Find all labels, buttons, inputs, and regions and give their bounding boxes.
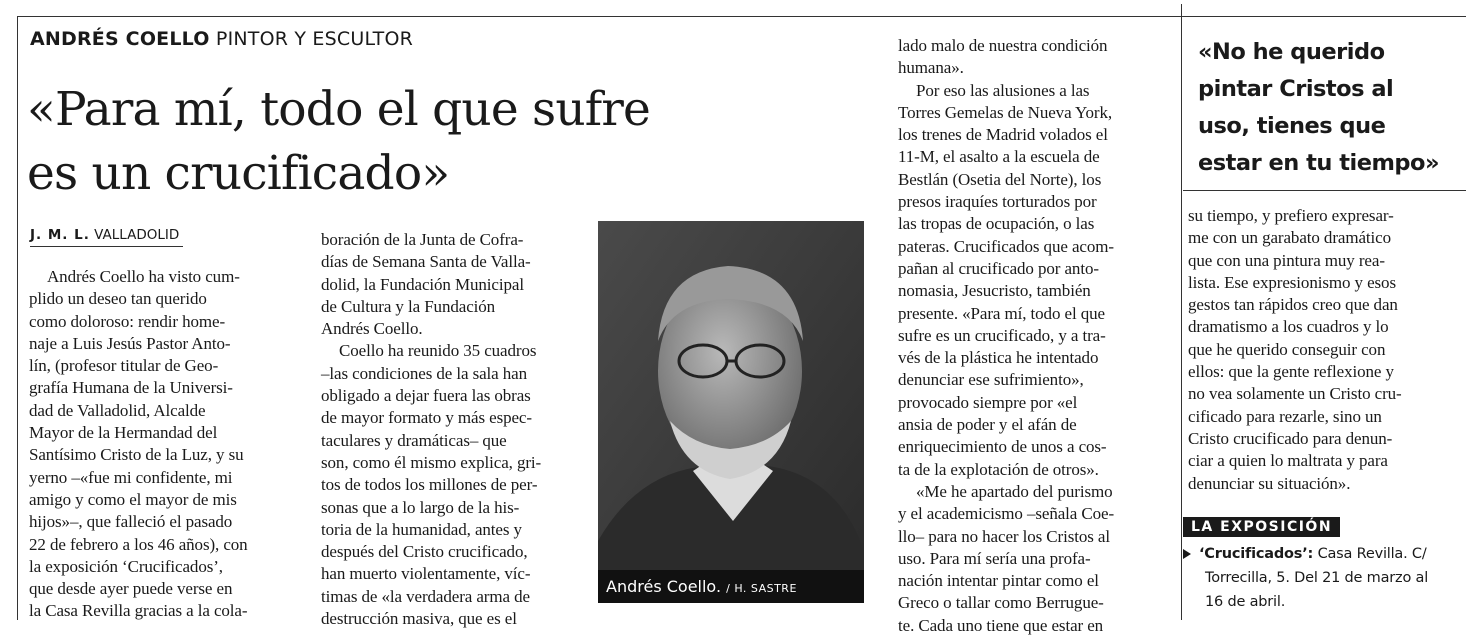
column-1 (29, 266, 248, 623)
text-line: nación intentar pintar como el (898, 571, 1099, 591)
text-line: Bestlán (Osetia del Norte), los (898, 169, 1102, 189)
column-2 (321, 229, 541, 630)
text-line: toria de la humanidad, antes y (321, 519, 522, 539)
portrait-image (598, 221, 864, 603)
column-divider (1181, 4, 1182, 620)
text-line: que con una pintura muy rea- (1188, 250, 1385, 270)
text-line: sufre es un crucificado, y a tra- (898, 325, 1106, 345)
text-line: vés de la plástica he intentado (898, 348, 1099, 368)
pull-quote-line: «No he querido (1198, 39, 1385, 65)
text-line: humana». (898, 58, 964, 78)
caption-credit: / H. SASTRE (726, 582, 797, 595)
text-line: dolid, la Fundación Municipal (321, 274, 524, 294)
text-line: Greco o tallar como Berrugue- (898, 593, 1104, 613)
text-line: nomasia, Jesucristo, también (898, 281, 1091, 301)
triangle-bullet-icon (1183, 549, 1191, 559)
text-line: las tropas de ocupación, o las (898, 214, 1095, 234)
text-line: obligado a dejar fuera las obras (321, 386, 531, 406)
text-line: ellos: que la gente reflexione y (1188, 362, 1394, 382)
text-line: provocado siempre por «el (898, 392, 1078, 412)
exposition-line: Casa Revilla. C/ (1317, 546, 1427, 562)
text-line: pañan al crucificado por anto- (898, 258, 1099, 278)
text-line: dad de Valladolid, Alcalde (29, 400, 206, 420)
column-3 (898, 35, 1114, 637)
byline-rule (30, 246, 183, 247)
text-line: lín, (profesor titular de Geo- (29, 356, 219, 376)
kicker-role: PINTOR Y ESCULTOR (215, 28, 413, 50)
text-line: grafía Humana de la Universi- (29, 378, 233, 398)
exposition-info (1183, 542, 1428, 614)
pull-quote-rule (1183, 190, 1466, 191)
text-line: denunciar su situación». (1188, 473, 1351, 493)
text-line: tos de todos los millones de per- (321, 475, 538, 495)
text-line: Santísimo Cristo de la Luz, y su (29, 445, 244, 465)
text-line: plido un deseo tan querido (29, 289, 207, 309)
column-4 (1188, 205, 1402, 495)
text-line: uso. Para mí sería una profa- (898, 548, 1091, 568)
text-line: días de Semana Santa de Valla- (321, 252, 531, 272)
byline-author: J. M. L. (30, 227, 90, 243)
text-line: de mayor formato y más espec- (321, 408, 532, 428)
text-line: como doloroso: rendir home- (29, 311, 226, 331)
pull-quote-line: pintar Cristos al (1198, 76, 1394, 102)
text-line: amigo y como el mayor de mis (29, 489, 237, 509)
text-line: Cristo crucificado para denun- (1188, 428, 1393, 448)
text-line: denunciar ese sufrimiento», (898, 370, 1084, 390)
text-line: ansia de poder y el afán de (898, 415, 1077, 435)
exposition-title: ‘Crucificados’: (1199, 546, 1314, 562)
text-line: pateras. Crucificados que acom- (898, 236, 1114, 256)
text-line: son, como él mismo explica, gri- (321, 452, 542, 472)
byline (30, 227, 179, 243)
text-line: lado malo de nuestra condición (898, 36, 1108, 55)
photo-caption (598, 570, 864, 603)
text-line: presente. «Para mí, todo el que (898, 303, 1105, 323)
text-line: sonas que a lo largo de la his- (321, 497, 520, 517)
pull-quote (1198, 34, 1439, 182)
text-line: Mayor de la Hermandad del (29, 423, 218, 443)
exposition-label: LA EXPOSICIÓN (1183, 517, 1340, 537)
pull-quote-line: estar en tu tiempo» (1198, 150, 1440, 176)
text-line: ciar a quien lo maltrata y para (1188, 451, 1388, 471)
text-line: que he querido conseguir con (1188, 339, 1386, 359)
text-line: te. Cada uno tiene que estar en (898, 615, 1104, 635)
text-line: me con un garabato dramático (1188, 228, 1392, 248)
kicker (30, 28, 413, 50)
kicker-name: ANDRÉS COELLO (30, 28, 210, 50)
text-line: destrucción masiva, que es el (321, 609, 517, 629)
pull-quote-line: uso, tienes que (1198, 113, 1386, 139)
text-line: taculares y dramáticas– que (321, 430, 507, 450)
headline (27, 78, 877, 206)
text-line: Andrés Coello. (321, 319, 423, 339)
text-line: gestos tan rápidos creo que dan (1188, 295, 1398, 315)
text-line: enriquecimiento de unos a cos- (898, 437, 1107, 457)
text-line: –las condiciones de la sala han (321, 363, 528, 383)
text-line: no vea solamente un Cristo cru- (1188, 384, 1402, 404)
headline-line: «Para mí, todo el que sufre (27, 82, 651, 137)
text-line: «Me he apartado del purismo (916, 481, 1113, 501)
text-line: que desde ayer puede verse en (29, 579, 233, 599)
headline-line: es un crucificado» (27, 146, 450, 201)
text-line: llo– para no hacer los Cristos al (898, 526, 1110, 546)
text-line: dramatismo a los cuadros y lo (1188, 317, 1389, 337)
text-line: los trenes de Madrid volados el (898, 125, 1108, 145)
exposition-line: 16 de abril. (1205, 594, 1286, 610)
text-line: han muerto violentamente, víc- (321, 564, 531, 584)
caption-text: Andrés Coello. (606, 577, 722, 596)
text-line: hijos»–, que falleció el pasado (29, 512, 233, 532)
text-line: su tiempo, y prefiero expresar- (1188, 206, 1394, 225)
portrait-photo (598, 221, 864, 603)
text-line: cificado para rezarle, sino un (1188, 406, 1382, 426)
text-line: boración de la Junta de Cofra- (321, 230, 524, 249)
text-line: Andrés Coello ha visto cum- (47, 267, 240, 286)
text-line: después del Cristo crucificado, (321, 542, 528, 562)
text-line: la Casa Revilla gracias a la cola- (29, 601, 248, 621)
text-line: y el academicismo –señala Coe- (898, 504, 1115, 524)
text-line: yerno –«fue mi confidente, mi (29, 467, 233, 487)
text-line: 11-M, el asalto a la escuela de (898, 147, 1100, 167)
text-line: ta de la explotación de otros». (898, 459, 1099, 479)
text-line: naje a Luis Jesús Pastor Anto- (29, 333, 231, 353)
text-line: presos iraquíes torturados por (898, 192, 1097, 212)
text-line: 22 de febrero a los 46 años), con (29, 534, 248, 554)
text-line: Torres Gemelas de Nueva York, (898, 102, 1113, 122)
text-line: de Cultura y la Fundación (321, 296, 496, 316)
text-line: timas de «la verdadera arma de (321, 586, 530, 606)
byline-place: VALLADOLID (94, 227, 180, 243)
text-line: la exposición ‘Crucificados’, (29, 556, 223, 576)
exposition-line: Torrecilla, 5. Del 21 de marzo al (1205, 570, 1429, 586)
text-line: lista. Ese expresionismo y esos (1188, 272, 1396, 292)
text-line: Por eso las alusiones a las (916, 80, 1090, 100)
text-line: Coello ha reunido 35 cuadros (339, 341, 537, 361)
